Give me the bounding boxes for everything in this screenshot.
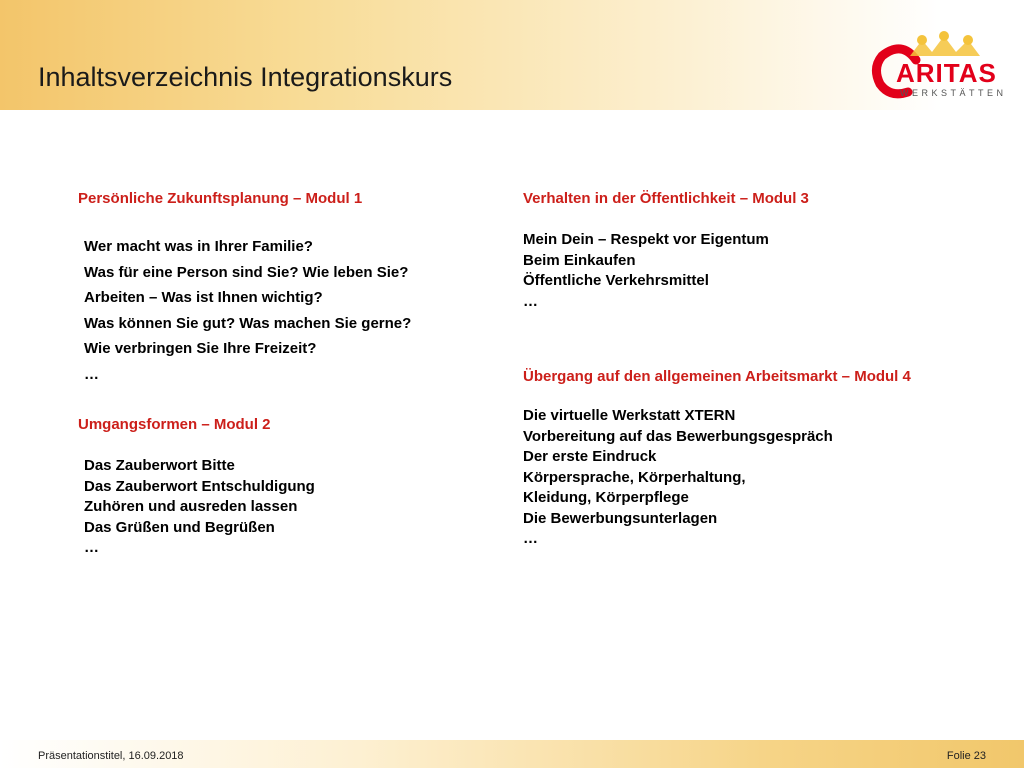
list-item: … xyxy=(523,292,538,310)
list-item: Beim Einkaufen xyxy=(523,251,636,269)
list-item: Arbeiten – Was ist Ihnen wichtig? xyxy=(84,289,323,306)
slide-title: Inhaltsverzeichnis Integrationskurs xyxy=(38,62,453,92)
list-item: Der erste Eindruck xyxy=(523,448,657,465)
module3-title: Verhalten in der Öffentlichkeit – Modul 3 xyxy=(523,190,809,207)
list-item: … xyxy=(84,539,99,556)
list-item: Das Zauberwort Bitte xyxy=(84,457,235,474)
module2-title: Umgangsformen – Modul 2 xyxy=(78,416,271,433)
list-item: Körpersprache, Körperhaltung, xyxy=(523,468,746,486)
list-item: Zuhören und ausreden lassen xyxy=(84,498,298,515)
list-item: Kleidung, Körperpflege xyxy=(523,489,689,506)
list-item: Die virtuelle Werkstatt XTERN xyxy=(523,407,736,424)
list-item: Die Bewerbungsunterlagen xyxy=(523,509,718,527)
logo-subtext: WERKSTÄTTEN xyxy=(900,88,1007,98)
list-item: Was für eine Person sind Sie? Wie leben Sie? xyxy=(84,263,409,281)
list-item: Öffentliche Verkehrsmittel xyxy=(523,272,709,289)
list-item: Wie verbringen Sie Ihre Freizeit? xyxy=(84,340,317,357)
list-item: Das Zauberwort Entschuldigung xyxy=(84,477,315,495)
module4-list xyxy=(523,406,833,550)
list-item: Das Grüßen und Begrüßen xyxy=(84,518,275,536)
list-item: … xyxy=(523,530,538,547)
list-item: Vorbereitung auf das Bewerbungsgespräch xyxy=(523,427,833,445)
module4-title: Übergang auf den allgemeinen Arbeitsmarkt – Modul 4 xyxy=(523,368,911,385)
module1-list xyxy=(84,234,411,387)
footer-presentation-info: Präsentationstitel, 16.09.2018 xyxy=(38,750,184,762)
module3-list xyxy=(523,230,769,312)
list-item: Mein Dein – Respekt vor Eigentum xyxy=(523,231,769,248)
list-item: Was können Sie gut? Was machen Sie gerne? xyxy=(84,314,412,332)
module2-list xyxy=(84,456,315,559)
footer-slide-number: Folie 23 xyxy=(946,750,986,762)
list-item: Wer macht was in Ihrer Familie? xyxy=(84,238,313,255)
module1-title: Persönliche Zukunftsplanung – Modul 1 xyxy=(78,190,363,207)
logo-wordmark: ARITAS xyxy=(896,58,997,88)
list-item: … xyxy=(84,365,99,383)
